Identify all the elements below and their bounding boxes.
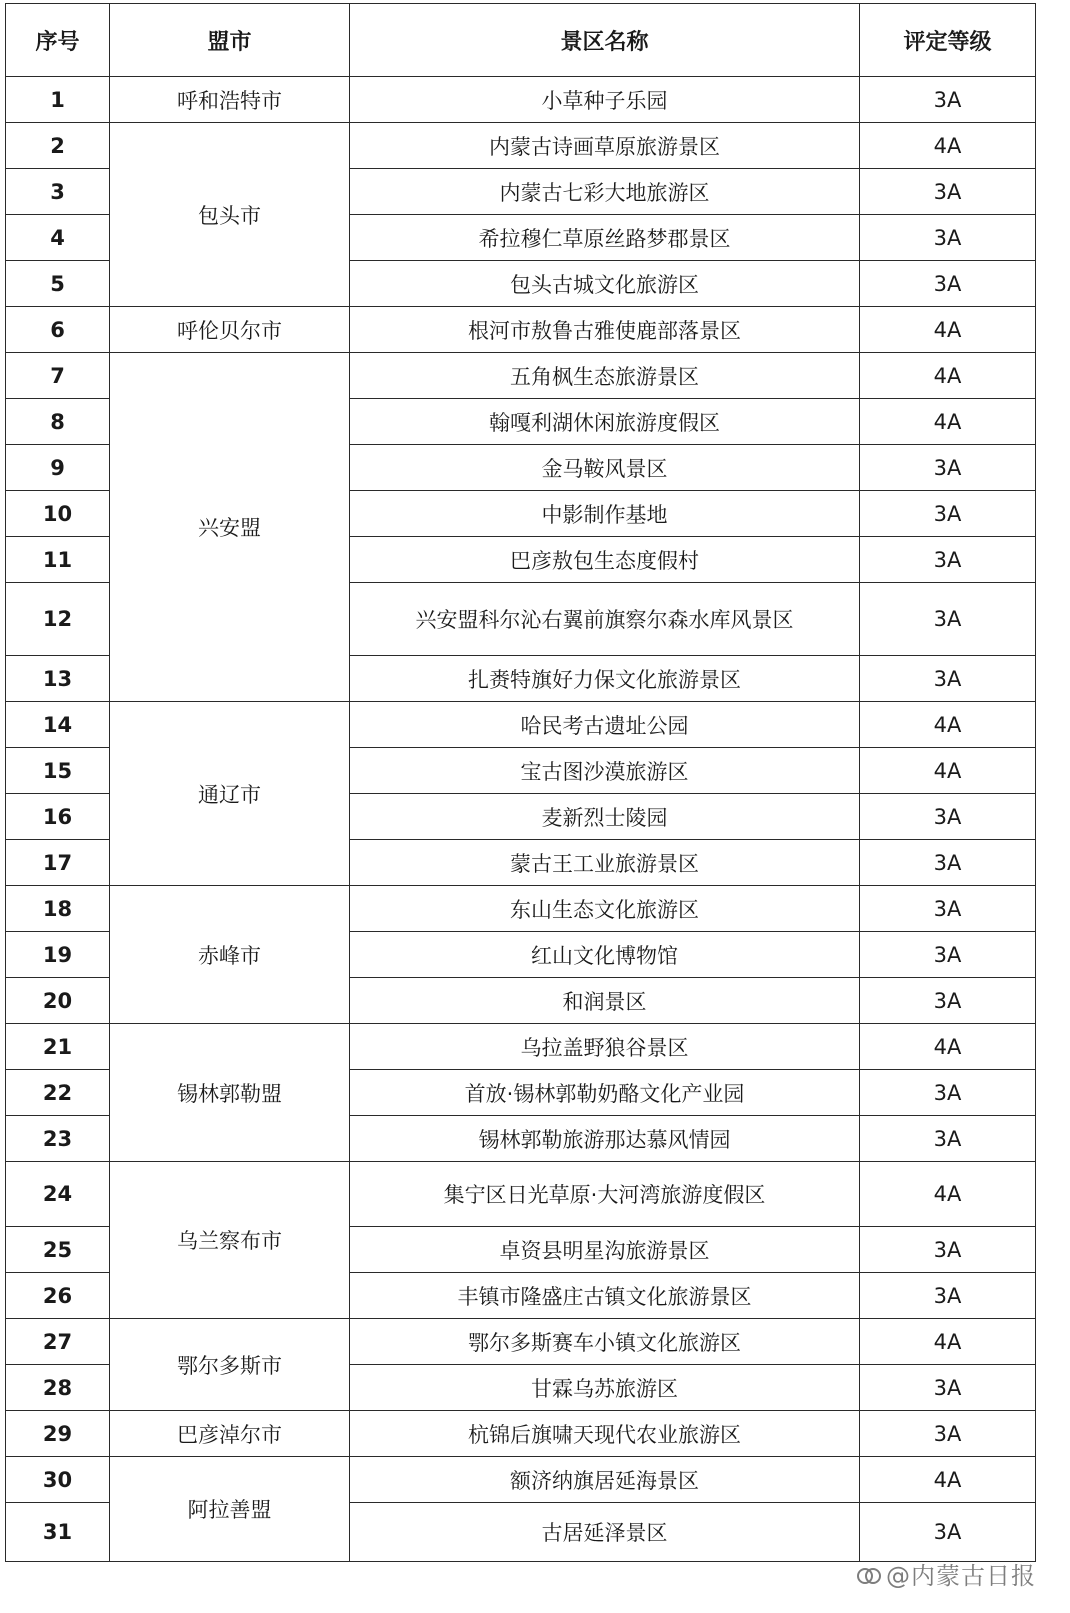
row-level: 4A [860,307,1036,353]
row-index: 31 [6,1503,110,1562]
row-scenic-name: 古居延泽景区 [350,1503,860,1562]
table-row [6,123,1036,169]
row-scenic-name: 内蒙古诗画草原旅游景区 [350,123,860,169]
sohu-icon [856,1565,882,1587]
row-level: 3A [860,978,1036,1024]
row-index: 9 [6,445,110,491]
header-index: 序号 [6,4,110,77]
row-level: 4A [860,702,1036,748]
row-index: 26 [6,1273,110,1319]
row-index: 28 [6,1365,110,1411]
row-level: 4A [860,399,1036,445]
row-level: 4A [860,748,1036,794]
table-row [6,886,1036,932]
row-level: 3A [860,261,1036,307]
row-city: 呼伦贝尔市 [110,307,350,353]
row-index: 30 [6,1457,110,1503]
row-level: 3A [860,215,1036,261]
row-scenic-name: 东山生态文化旅游区 [350,886,860,932]
row-index: 21 [6,1024,110,1070]
row-index: 10 [6,491,110,537]
row-scenic-name: 小草种子乐园 [350,77,860,123]
row-scenic-name: 集宁区日光草原·大河湾旅游度假区 [350,1162,860,1227]
row-level: 3A [860,491,1036,537]
row-index: 20 [6,978,110,1024]
row-level: 3A [860,1273,1036,1319]
row-index: 16 [6,794,110,840]
row-level: 3A [860,886,1036,932]
row-index: 3 [6,169,110,215]
row-scenic-name: 翰嘎利湖休闲旅游度假区 [350,399,860,445]
row-scenic-name: 麦新烈士陵园 [350,794,860,840]
row-level: 4A [860,123,1036,169]
row-level: 3A [860,1365,1036,1411]
row-index: 24 [6,1162,110,1227]
watermark-text: @内蒙古日报 [886,1562,1036,1590]
row-index: 17 [6,840,110,886]
table-row [6,1319,1036,1365]
row-level: 4A [860,1457,1036,1503]
row-level: 3A [860,794,1036,840]
row-index: 13 [6,656,110,702]
row-scenic-name: 金马鞍风景区 [350,445,860,491]
row-index: 12 [6,583,110,656]
scenic-area-table [5,3,1036,1562]
row-city: 通辽市 [110,702,350,886]
row-level: 4A [860,1162,1036,1227]
row-city: 包头市 [110,123,350,307]
row-city: 鄂尔多斯市 [110,1319,350,1411]
table-row [6,702,1036,748]
row-level: 4A [860,1319,1036,1365]
row-scenic-name: 根河市敖鲁古雅使鹿部落景区 [350,307,860,353]
row-city: 兴安盟 [110,353,350,702]
row-scenic-name: 杭锦后旗啸天现代农业旅游区 [350,1411,860,1457]
row-city: 阿拉善盟 [110,1457,350,1562]
row-scenic-name: 宝古图沙漠旅游区 [350,748,860,794]
row-level: 3A [860,1411,1036,1457]
row-index: 19 [6,932,110,978]
row-index: 27 [6,1319,110,1365]
row-level: 3A [860,1503,1036,1562]
row-index: 6 [6,307,110,353]
row-index: 18 [6,886,110,932]
row-scenic-name: 鄂尔多斯赛车小镇文化旅游区 [350,1319,860,1365]
table-row [6,77,1036,123]
table-header-row [6,4,1036,77]
row-city: 赤峰市 [110,886,350,1024]
row-level: 3A [860,840,1036,886]
row-index: 8 [6,399,110,445]
row-index: 1 [6,77,110,123]
row-scenic-name: 包头古城文化旅游区 [350,261,860,307]
row-level: 3A [860,1116,1036,1162]
row-scenic-name: 中影制作基地 [350,491,860,537]
row-index: 4 [6,215,110,261]
row-scenic-name: 额济纳旗居延海景区 [350,1457,860,1503]
row-scenic-name: 丰镇市隆盛庄古镇文化旅游景区 [350,1273,860,1319]
row-scenic-name: 红山文化博物馆 [350,932,860,978]
row-level: 3A [860,445,1036,491]
row-level: 4A [860,353,1036,399]
table-row [6,1024,1036,1070]
table-row [6,307,1036,353]
row-level: 3A [860,1070,1036,1116]
table-row [6,1162,1036,1227]
row-scenic-name: 希拉穆仁草原丝路梦郡景区 [350,215,860,261]
row-index: 5 [6,261,110,307]
row-index: 25 [6,1227,110,1273]
row-index: 7 [6,353,110,399]
row-level: 3A [860,656,1036,702]
table-row [6,1457,1036,1503]
row-city: 呼和浩特市 [110,77,350,123]
row-index: 15 [6,748,110,794]
row-scenic-name: 锡林郭勒旅游那达慕风情园 [350,1116,860,1162]
row-level: 3A [860,1227,1036,1273]
table-body [6,77,1036,1562]
row-index: 22 [6,1070,110,1116]
row-city: 乌兰察布市 [110,1162,350,1319]
row-index: 29 [6,1411,110,1457]
row-scenic-name: 兴安盟科尔沁右翼前旗察尔森水库风景区 [350,583,860,656]
row-scenic-name: 扎赉特旗好力保文化旅游景区 [350,656,860,702]
row-level: 3A [860,169,1036,215]
row-level: 3A [860,77,1036,123]
row-index: 14 [6,702,110,748]
row-scenic-name: 蒙古王工业旅游景区 [350,840,860,886]
row-scenic-name: 和润景区 [350,978,860,1024]
row-scenic-name: 内蒙古七彩大地旅游区 [350,169,860,215]
row-index: 2 [6,123,110,169]
row-scenic-name: 乌拉盖野狼谷景区 [350,1024,860,1070]
table-row [6,353,1036,399]
row-scenic-name: 卓资县明星沟旅游景区 [350,1227,860,1273]
row-city: 锡林郭勒盟 [110,1024,350,1162]
row-scenic-name: 五角枫生态旅游景区 [350,353,860,399]
row-scenic-name: 首放·锡林郭勒奶酪文化产业园 [350,1070,860,1116]
row-index: 23 [6,1116,110,1162]
row-level: 3A [860,932,1036,978]
row-level: 3A [860,583,1036,656]
header-level: 评定等级 [860,4,1036,77]
row-level: 3A [860,537,1036,583]
header-name: 景区名称 [350,4,860,77]
table-row [6,1411,1036,1457]
row-city: 巴彦淖尔市 [110,1411,350,1457]
row-level: 4A [860,1024,1036,1070]
row-scenic-name: 巴彦敖包生态度假村 [350,537,860,583]
row-scenic-name: 甘霖乌苏旅游区 [350,1365,860,1411]
header-city: 盟市 [110,4,350,77]
row-index: 11 [6,537,110,583]
watermark [856,1556,1036,1591]
row-scenic-name: 哈民考古遗址公园 [350,702,860,748]
